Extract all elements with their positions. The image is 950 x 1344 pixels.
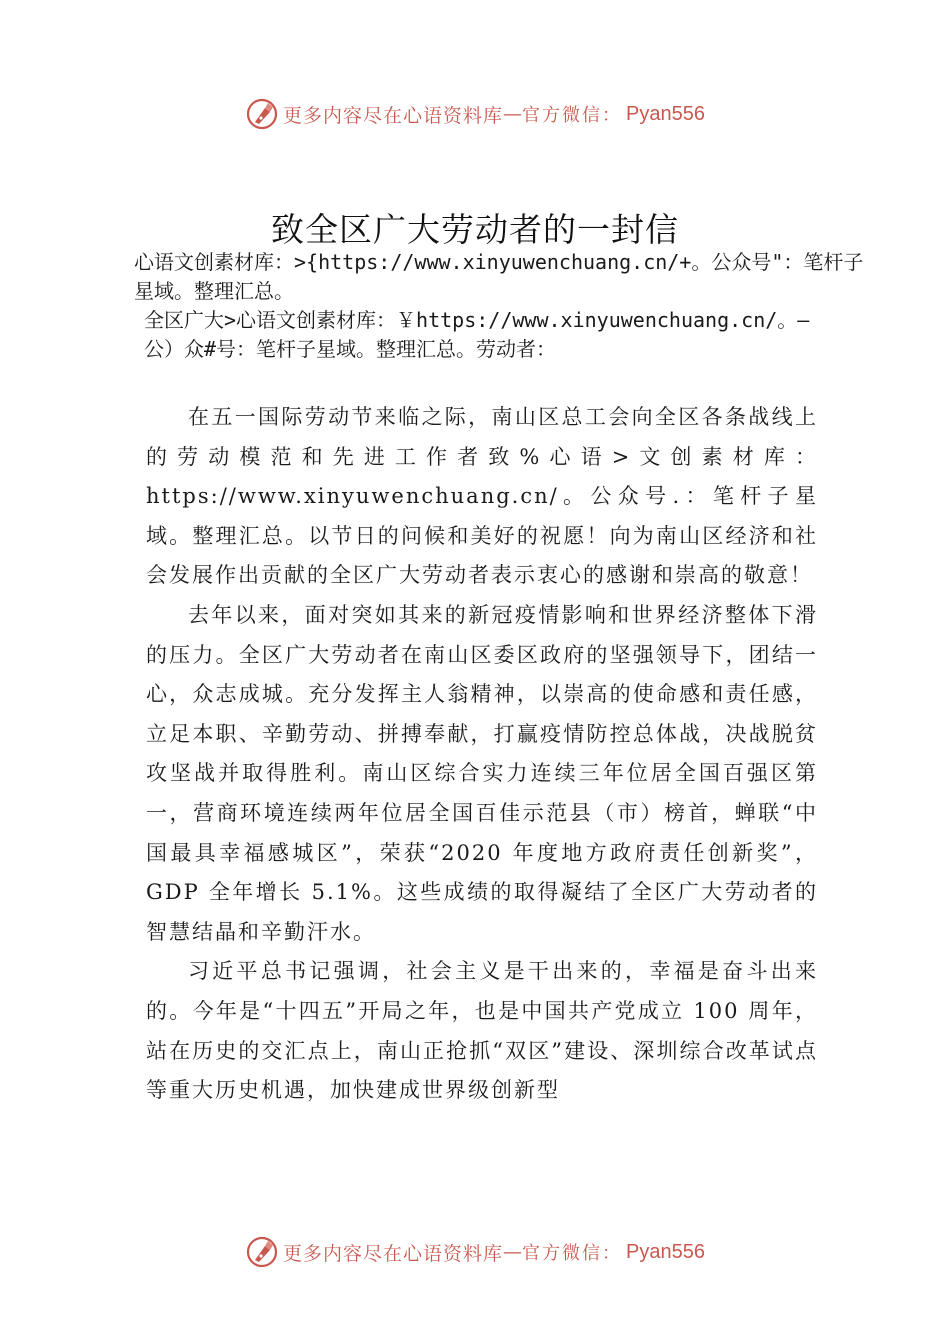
pen-nib-icon <box>245 1235 279 1269</box>
paragraph-3: 习近平总书记强调，社会主义是干出来的，幸福是奋斗出来的。今年是“十四五”开局之年，也是中国共产党成立 100 周年，站在历史的交汇点上，南山正抢抓“双区”建设、深圳综合改革试点等重大历史机遇，加快建成世界级创新型 <box>146 959 818 1103</box>
source-note-2: 全区广大>心语文创素材库：￥https://www.xinyuwenchuang.cn/。—公）众#号：笔杆子星域。整理汇总。劳动者： <box>144 308 810 361</box>
banner-separator: — <box>503 103 523 125</box>
banner-wechat-id: Pyan556 <box>626 102 705 125</box>
banner-slogan: 更多内容尽在心语资料库 <box>283 104 504 127</box>
paragraph-2: 去年以来，面对突如其来的新冠疫情影响和世界经济整体下滑的压力。全区广大劳动者在南山区委区政府的坚强领导下，团结一心，众志成城。充分发挥主人翁精神，以崇高的使命感和责任感，立足本职、辛勤劳动、拼搏奉献，打赢疫情防控总体战，决战脱贫攻坚战并取得胜利。南山区综合实力连续三年位居全国百强区第一，营商环境连续两年位居全国百佳示范县（市）榜首，蝉联“中国最具幸福感城区”，荣获“2020 年度地方政府责任创新奖”，GDP 全年增长 5.1%。这些成绩的取得凝结了全区广大劳动者的智慧结晶和辛勤汗水。 <box>146 602 818 944</box>
banner-separator: — <box>503 1241 523 1263</box>
footer-banner <box>0 1232 950 1272</box>
banner-wechat-label: 官方微信： <box>522 1243 623 1264</box>
banner-wechat-label: 官方微信： <box>522 105 623 126</box>
paragraph-1: 在五一国际劳动节来临之际，南山区总工会向全区各条战线上的劳动模范和先进工作者致%心语>文创素材库：https://www.xinyuwenchuang.cn/。公众号.：笔杆子星域。整理汇总。以节日的问候和美好的祝愿！向为南山区经济和社会发展作出贡献的全区广大劳动者表示衷心的感谢和崇高的敬意！ <box>146 405 818 588</box>
banner-wechat-id: Pyan556 <box>626 1240 705 1263</box>
pen-nib-icon <box>245 97 279 131</box>
banner-slogan: 更多内容尽在心语资料库 <box>283 1242 504 1265</box>
page-title: 致全区广大劳动者的一封信 <box>271 210 679 249</box>
header-banner <box>0 94 950 134</box>
source-note-1: 心语文创素材库：>{https://www.xinyuwenchuang.cn/+。公众号"：笔杆子星域。整理汇总。 <box>134 250 864 303</box>
letter-body <box>146 398 818 1111</box>
